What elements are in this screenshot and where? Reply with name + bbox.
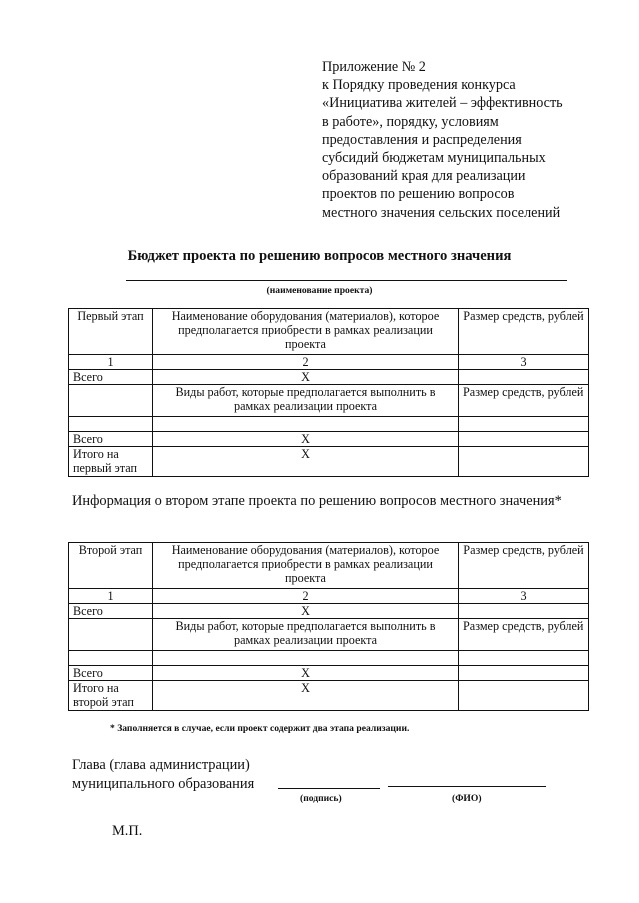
stage2-col1-header: Второй этап <box>69 543 153 589</box>
stage2-total2-value <box>459 666 589 681</box>
project-name-caption: (наименование проекта) <box>266 285 373 296</box>
signature-line <box>278 788 380 789</box>
stage1-total-label: Всего <box>69 370 153 385</box>
stage2-grand-total-value <box>459 681 589 711</box>
stage1-empty-cell <box>153 417 459 432</box>
stage1-empty-cell <box>69 417 153 432</box>
appendix-line: Приложение № 2 <box>322 59 426 75</box>
stage2-works-header: Виды работ, которые предполагается выполнить в рамках реализации проекта <box>153 619 459 651</box>
stage2-works-empty <box>69 619 153 651</box>
stage1-x-mark2: X <box>153 432 459 447</box>
appendix-line: проектов по решению вопросов <box>322 186 515 203</box>
fio-caption: (ФИО) <box>452 793 482 804</box>
stage2-empty-cell <box>69 651 153 666</box>
footnote: * Заполняется в случае, если проект содержит два этапа реализации. <box>110 723 410 734</box>
stage2-num2: 2 <box>153 589 459 604</box>
stage1-works-header: Виды работ, которые предполагается выполнить в рамках реализации проекта <box>153 385 459 417</box>
stage1-grand-total-label: Итого на первый этап <box>69 447 153 477</box>
stage1-num1: 1 <box>69 355 153 370</box>
stage2-grand-total-label: Итого на второй этап <box>69 681 153 711</box>
appendix-line: «Инициатива жителей – эффективность <box>322 95 563 112</box>
appendix-line: предоставления и распределения <box>322 131 522 148</box>
stage1-col3-header: Размер средств, рублей <box>459 309 589 355</box>
stage1-col1-header: Первый этап <box>69 309 153 355</box>
stage2-total-label: Всего <box>69 604 153 619</box>
stage2-num1: 1 <box>69 589 153 604</box>
stage2-col3-header: Размер средств, рублей <box>459 543 589 589</box>
appendix-line: в работе», порядку, условиям <box>322 113 499 130</box>
appendix-block <box>322 58 622 222</box>
stage2-info-heading: Информация о втором этапе проекта по решению вопросов местного значения* <box>72 493 562 509</box>
stage1-x-mark3: X <box>153 447 459 477</box>
stage1-table <box>68 308 589 477</box>
stage2-col2-header: Наименование оборудования (материалов), которое предполагается приобрести в рамках реализации проекта <box>153 543 459 589</box>
stage1-total2-label: Всего <box>69 432 153 447</box>
stage2-works-size-header: Размер средств, рублей <box>459 619 589 651</box>
stage2-total2-label: Всего <box>69 666 153 681</box>
stage1-total-value <box>459 370 589 385</box>
stage2-table <box>68 542 589 711</box>
stage2-x-mark: X <box>153 604 459 619</box>
stage1-total2-value <box>459 432 589 447</box>
stage2-x-mark3: X <box>153 681 459 711</box>
appendix-line: образований края для реализации <box>322 168 526 185</box>
stage2-empty-cell <box>153 651 459 666</box>
document-title: Бюджет проекта по решению вопросов местного значения <box>127 248 512 264</box>
stage2-total-value <box>459 604 589 619</box>
appendix-line: субсидий бюджетам муниципальных <box>322 150 546 167</box>
stage1-num3: 3 <box>459 355 589 370</box>
stage1-empty-cell <box>459 417 589 432</box>
signatory-title-line1: Глава (глава администрации) <box>72 757 250 773</box>
stage1-works-size-header: Размер средств, рублей <box>459 385 589 417</box>
stage2-num3: 3 <box>459 589 589 604</box>
stage1-x-mark: X <box>153 370 459 385</box>
stage2-x-mark2: X <box>153 666 459 681</box>
stamp-place: М.П. <box>112 823 143 839</box>
signatory-title-line2: муниципального образования <box>72 776 255 792</box>
stage2-empty-cell <box>459 651 589 666</box>
appendix-line: к Порядку проведения конкурса <box>322 77 516 94</box>
appendix-line: местного значения сельских поселений <box>322 204 561 221</box>
fio-line <box>388 786 546 787</box>
stage1-col2-header: Наименование оборудования (материалов), которое предполагается приобрести в рамках реализации проекта <box>153 309 459 355</box>
stage1-num2: 2 <box>153 355 459 370</box>
project-name-line <box>126 280 567 281</box>
signature-caption: (подпись) <box>300 793 342 804</box>
stage1-grand-total-value <box>459 447 589 477</box>
stage1-works-empty <box>69 385 153 417</box>
